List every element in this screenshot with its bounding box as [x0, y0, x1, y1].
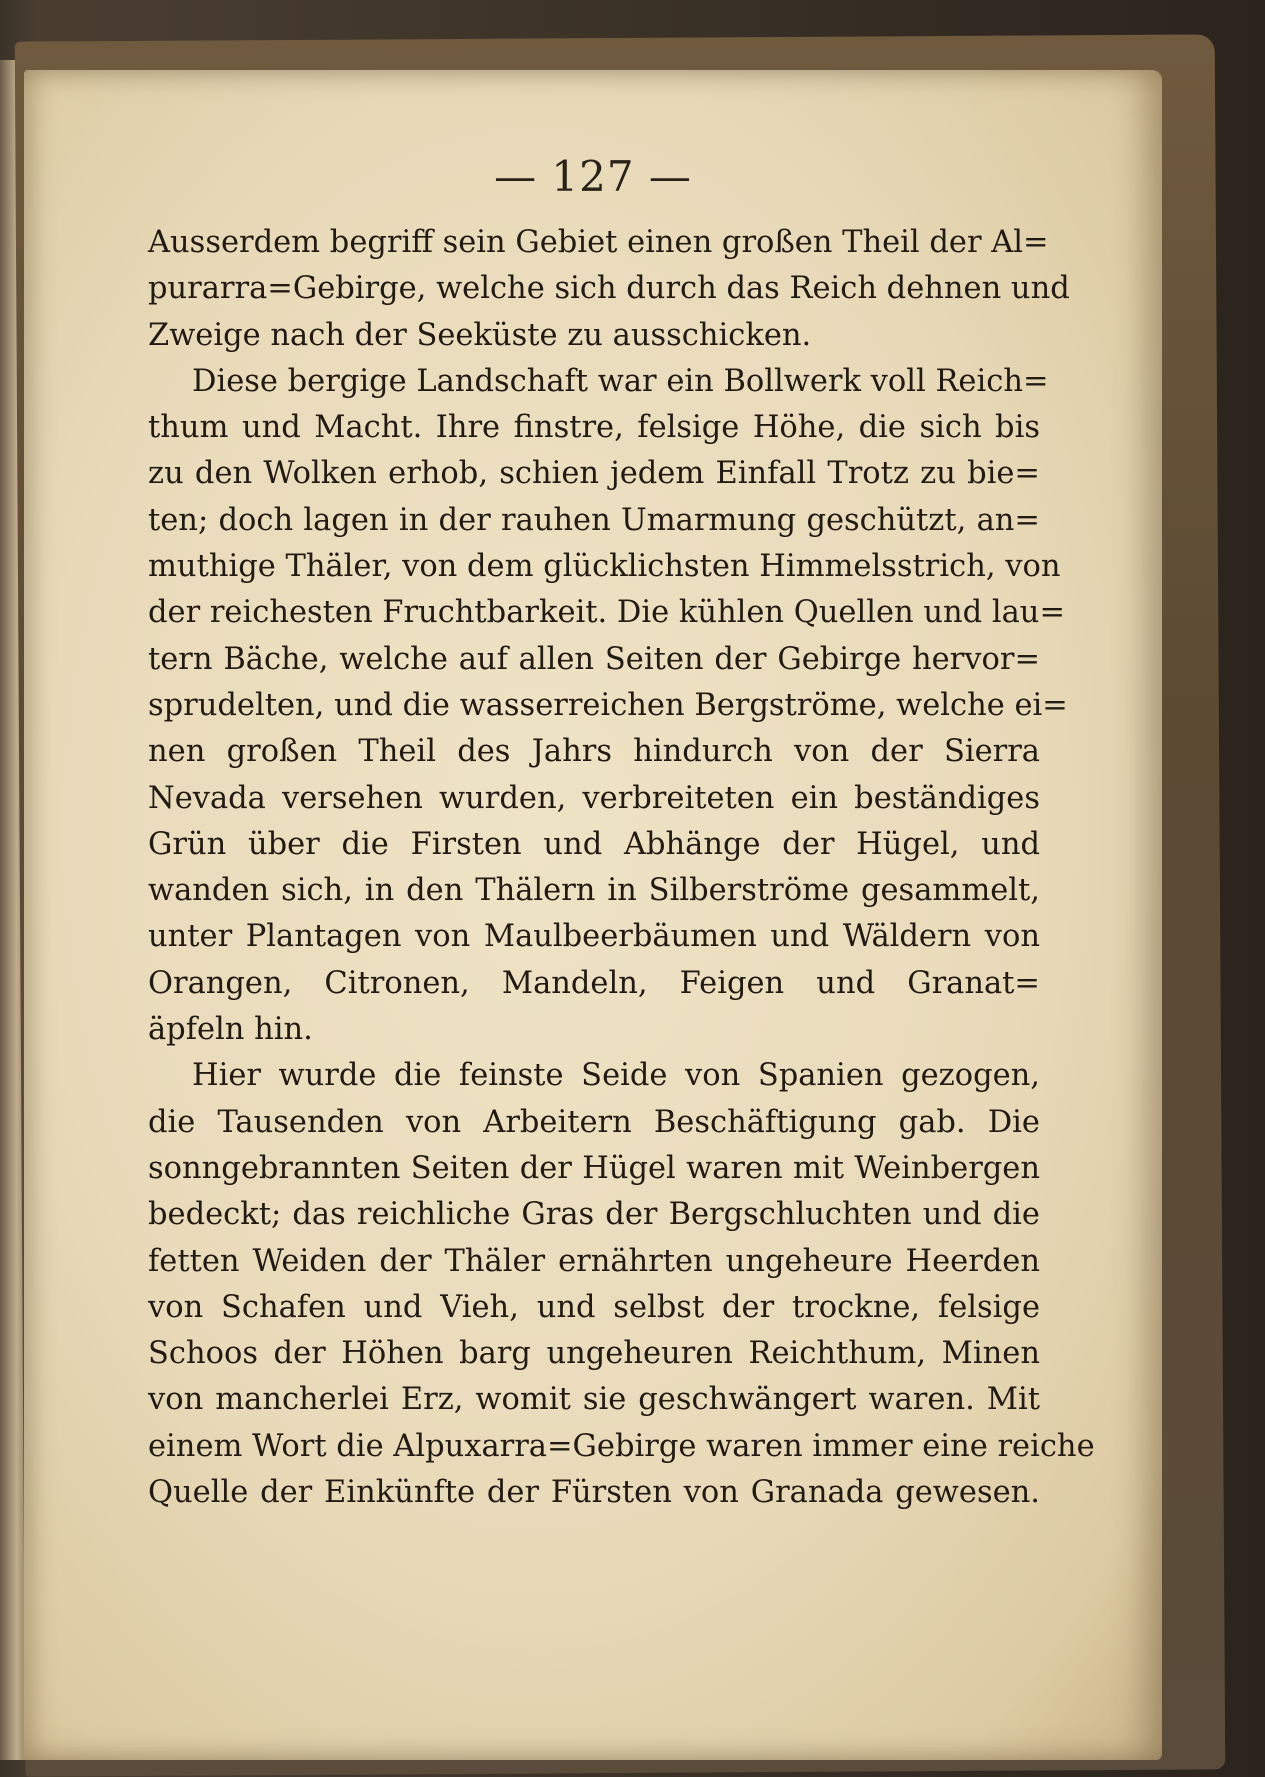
text-line: der reichesten Fruchtbarkeit. Die kühlen Quellen und lau=: [148, 595, 1065, 631]
text-line: Orangen, Citronen, Mandeln, Feigen und Granat=: [148, 965, 1040, 1001]
text-line: sonngebrannten Seiten der Hügel waren mit Weinbergen: [148, 1150, 1040, 1186]
text-line: fetten Weiden der Thäler ernährten ungeheure Heerden: [148, 1243, 1040, 1279]
text-line: sprudelten, und die wasserreichen Bergströme, welche ei=: [148, 687, 1068, 723]
text-line: die Tausenden von Arbeitern Beschäftigung gab. Die: [148, 1104, 1040, 1140]
text-line: Diese bergige Landschaft war ein Bollwerk voll Reich=: [192, 363, 1049, 399]
text-line: Hier wurde die feinste Seide von Spanien gezogen,: [192, 1058, 1040, 1094]
text-line: muthige Thäler, von dem glücklichsten Himmelsstrich, von: [148, 549, 1061, 585]
text-line: Ausserdem begriff sein Gebiet einen großen Theil der Al=: [148, 225, 1049, 260]
text-line: thum und Macht. Ihre finstre, felsige Höhe, die sich bis: [148, 410, 1040, 446]
book-page: [24, 70, 1162, 1760]
text-line: Zweige nach der Seeküste zu ausschicken.: [148, 317, 812, 353]
text-line: Nevada versehen wurden, verbreiteten ein beständiges: [148, 780, 1040, 816]
text-line: Schoos der Höhen barg ungeheuren Reichthum, Minen: [148, 1336, 1040, 1372]
text-line: einem Wort die Alpuxarra=Gebirge waren immer eine reiche: [148, 1428, 1095, 1464]
text-line: äpfeln hin.: [148, 1012, 313, 1048]
text-line: von Schafen und Vieh, und selbst der trockne, felsige: [148, 1289, 1040, 1325]
text-line: Quelle der Einkünfte der Fürsten von Granada gewesen.: [148, 1475, 1040, 1511]
body-text: [148, 220, 1095, 1516]
text-line: Grün über die Firsten und Abhänge der Hügel, und: [148, 826, 1040, 862]
text-line: zu den Wolken erhob, schien jedem Einfall Trotz zu bie=: [148, 456, 1040, 492]
text-line: nen großen Theil des Jahrs hindurch von der Sierra: [148, 734, 1040, 770]
page-number: — 127 —: [494, 152, 692, 201]
text-line: tern Bäche, welche auf allen Seiten der Gebirge hervor=: [148, 641, 1040, 677]
text-line: purarra=Gebirge, welche sich durch das Reich dehnen und: [148, 271, 1070, 307]
text-line: von mancherlei Erz, womit sie geschwängert waren. Mit: [148, 1382, 1040, 1418]
text-line: unter Plantagen von Maulbeerbäumen und Wäldern von: [148, 919, 1040, 955]
text-line: bedeckt; das reichliche Gras der Bergschluchten und die: [148, 1197, 1040, 1233]
text-line: wanden sich, in den Thälern in Silberströme gesammelt,: [148, 873, 1040, 909]
text-line: ten; doch lagen in der rauhen Umarmung geschützt, an=: [148, 502, 1040, 538]
